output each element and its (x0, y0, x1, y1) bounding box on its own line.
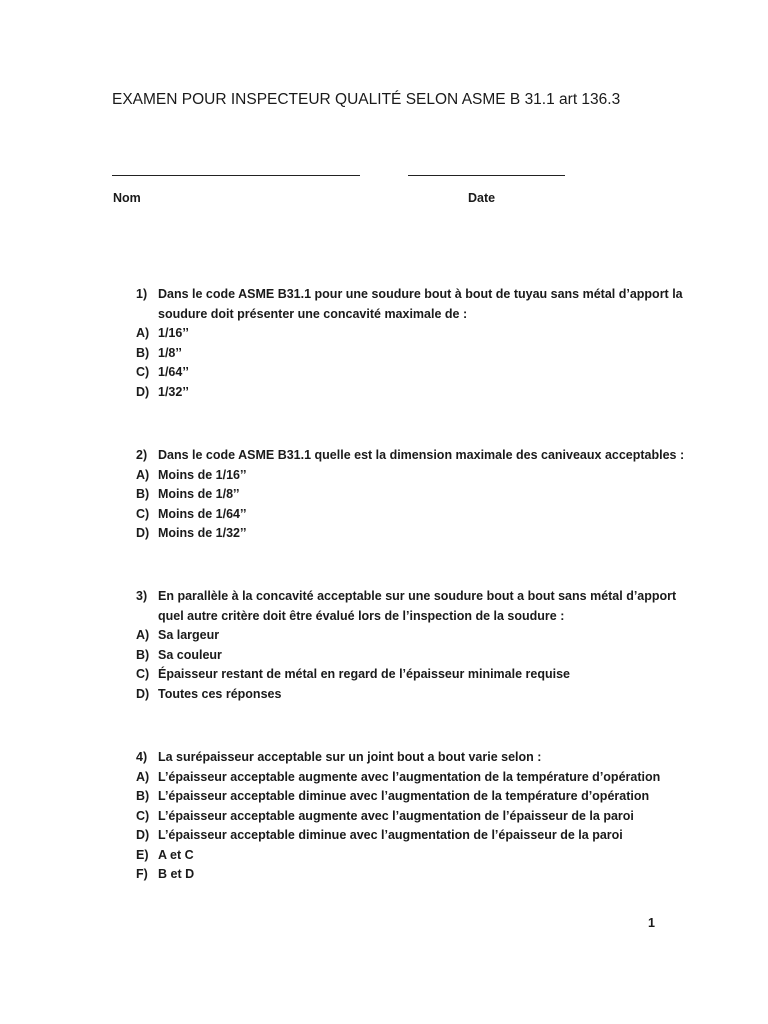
option-letter: F) (136, 867, 148, 881)
page-number: 1 (648, 916, 655, 930)
option-letter: A) (136, 769, 150, 784)
answer-option (0, 865, 768, 885)
option-letter: C) (136, 365, 150, 379)
answer-option (0, 768, 768, 788)
answer-option (0, 344, 768, 364)
answer-option (0, 383, 768, 403)
option-letter: D) (136, 526, 150, 540)
date-label: Date (468, 191, 496, 205)
option-text: Épaisseur restant de métal en regard de l’épaisseur minimale requise (158, 667, 570, 681)
question-text: Dans le code ASME B31.1 pour une soudure bout à bout de tuyau sans métal d’apport la (158, 287, 683, 301)
option-text: L’épaisseur acceptable diminue avec l’augmentation de l’épaisseur de la paroi (158, 828, 623, 842)
option-text: Moins de 1/64’’ (158, 506, 247, 521)
question-3 (0, 587, 768, 704)
question-text-row (0, 285, 768, 305)
option-letter: B) (136, 487, 150, 501)
option-text: L’épaisseur acceptable augmente avec l’augmentation de la température d’opération (158, 769, 661, 784)
answer-option (0, 665, 768, 685)
answer-option (0, 826, 768, 846)
answer-option (0, 363, 768, 383)
question-text-row (0, 587, 768, 607)
answer-option (0, 524, 768, 544)
answer-option (0, 787, 768, 807)
option-text: 1/8’’ (158, 345, 182, 360)
option-text: Moins de 1/8’’ (158, 487, 240, 501)
option-text: 1/16’’ (158, 326, 189, 340)
question-text-row (0, 446, 768, 466)
option-text: Toutes ces réponses (158, 686, 282, 701)
option-letter: B) (136, 647, 150, 662)
answer-option (0, 685, 768, 705)
answer-option (0, 807, 768, 827)
option-letter: C) (136, 808, 150, 823)
question-number: 4) (136, 750, 148, 764)
option-text: L’épaisseur acceptable augmente avec l’augmentation de l’épaisseur de la paroi (158, 808, 634, 823)
option-text: Sa couleur (158, 647, 222, 662)
answer-option (0, 324, 768, 344)
question-text-row (0, 607, 768, 627)
option-text: Sa largeur (158, 628, 220, 642)
answer-option (0, 626, 768, 646)
option-text: Moins de 1/16’’ (158, 467, 247, 482)
option-text: 1/64’’ (158, 365, 189, 379)
option-letter: B) (136, 789, 150, 803)
question-text: Dans le code ASME B31.1 quelle est la dimension maximale des caniveaux acceptables : (158, 448, 685, 462)
question-text-row (0, 748, 768, 768)
option-text: Moins de 1/32’’ (158, 526, 247, 540)
option-letter: A) (136, 467, 150, 482)
option-text: 1/32’’ (158, 384, 189, 399)
answer-option (0, 466, 768, 486)
option-text: L’épaisseur acceptable diminue avec l’augmentation de la température d’opération (158, 789, 650, 803)
question-number: 2) (136, 448, 148, 462)
option-letter: C) (136, 667, 150, 681)
question-text: La surépaisseur acceptable sur un joint bout a bout varie selon : (158, 750, 542, 764)
option-letter: E) (136, 847, 149, 862)
answer-option (0, 505, 768, 525)
question-text: quel autre critère doit être évalué lors de l’inspection de la soudure : (158, 608, 565, 623)
question-4 (0, 748, 768, 885)
question-1 (0, 285, 768, 402)
answer-option (0, 846, 768, 866)
option-letter: C) (136, 506, 150, 521)
name-blank-line (112, 175, 360, 176)
question-2 (0, 446, 768, 544)
document-title: EXAMEN POUR INSPECTEUR QUALITÉ SELON ASME B 31.1 art 136.3 (112, 91, 621, 108)
question-number: 3) (136, 589, 148, 603)
name-label: Nom (113, 191, 141, 205)
answer-option (0, 646, 768, 666)
option-letter: D) (136, 384, 150, 399)
question-text: soudure doit présenter une concavité maximale de : (158, 306, 468, 321)
option-letter: A) (136, 628, 150, 642)
option-text: A et C (158, 847, 194, 862)
option-letter: A) (136, 326, 150, 340)
question-text-row (0, 305, 768, 325)
option-letter: D) (136, 828, 150, 842)
question-text: En parallèle à la concavité acceptable sur une soudure bout a bout sans métal d’apport (158, 589, 677, 603)
date-blank-line (408, 175, 565, 176)
option-letter: B) (136, 345, 150, 360)
option-text: B et D (158, 867, 195, 881)
option-letter: D) (136, 686, 150, 701)
question-number: 1) (136, 287, 148, 301)
answer-option (0, 485, 768, 505)
